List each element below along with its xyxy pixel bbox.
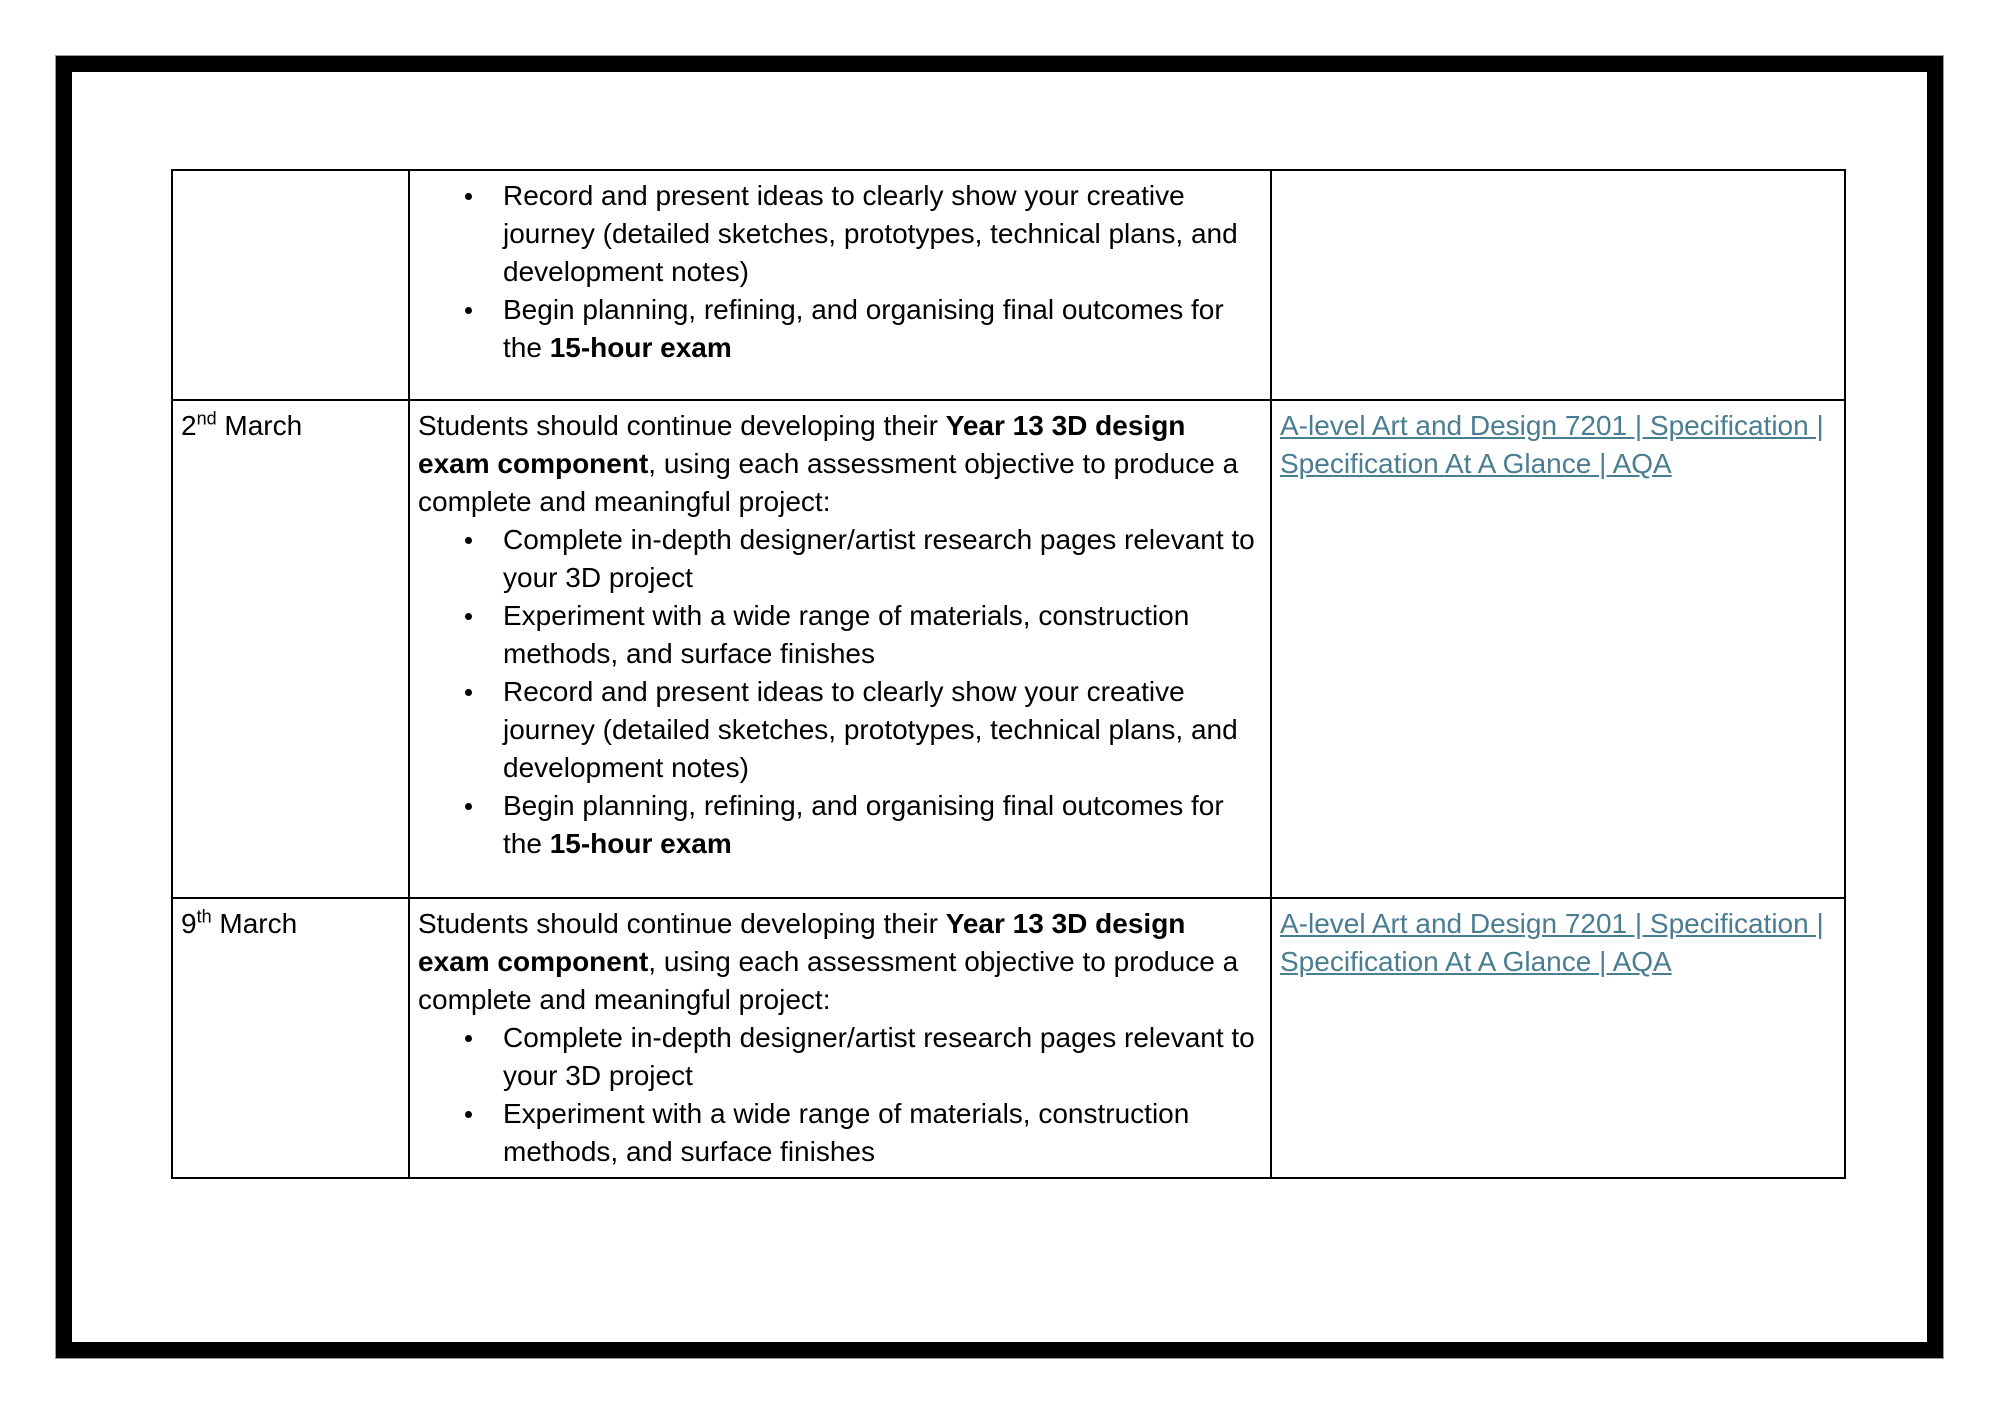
- aqa-specification-link[interactable]: A-level Art and Design 7201 | Specification | Specification At A Glance | AQA: [1280, 410, 1824, 479]
- list-item: [418, 1095, 1260, 1171]
- bullet-text: Experiment with a wide range of materials, construction methods, and surface finishes: [503, 1098, 1190, 1167]
- link-cell-empty: [1271, 170, 1845, 400]
- bullet-text: Begin planning, refining, and organising final outcomes for the: [503, 790, 1224, 859]
- bullet-text: Record and present ideas to clearly show your creative journey (detailed sketches, prototypes, technical plans, and development notes): [503, 180, 1238, 287]
- date-ordinal-suffix: nd: [196, 408, 217, 429]
- list-item: [418, 177, 1260, 291]
- date-cell: [172, 898, 409, 1178]
- table-row: [172, 898, 1845, 1178]
- date-month: March: [216, 410, 303, 441]
- date-day: 9: [181, 908, 197, 939]
- list-item: [418, 1019, 1260, 1095]
- bullet-text: Experiment with a wide range of materials, construction methods, and surface finishes: [503, 600, 1190, 669]
- date-cell: [172, 400, 409, 898]
- description-cell: [409, 170, 1271, 400]
- schedule-table-container: [171, 169, 1846, 1179]
- aqa-specification-link[interactable]: A-level Art and Design 7201 | Specification | Specification At A Glance | AQA: [1280, 908, 1824, 977]
- intro-text: Students should continue developing their: [418, 410, 946, 441]
- bullet-text: Complete in-depth designer/artist research pages relevant to your 3D project: [503, 524, 1255, 593]
- intro-text: Students should continue developing their: [418, 908, 946, 939]
- list-item: [418, 673, 1260, 787]
- bullet-text: Begin planning, refining, and organising final outcomes for the: [503, 294, 1224, 363]
- date-ordinal-suffix: th: [196, 906, 212, 927]
- intro-paragraph: [418, 905, 1260, 1019]
- link-cell: [1271, 400, 1845, 898]
- bullet-text: Record and present ideas to clearly show your creative journey (detailed sketches, prototypes, technical plans, and development notes): [503, 676, 1238, 783]
- task-list: [418, 521, 1260, 863]
- description-cell: [409, 400, 1271, 898]
- table-row: [172, 400, 1845, 898]
- link-cell: [1271, 898, 1845, 1178]
- task-list: [418, 177, 1260, 367]
- list-item: [418, 291, 1260, 367]
- date-cell-empty: [172, 170, 409, 400]
- list-item: [418, 521, 1260, 597]
- intro-bold-text: Year 13 3D design exam component: [418, 410, 1186, 479]
- intro-paragraph: [418, 407, 1260, 521]
- list-item: [418, 787, 1260, 863]
- task-list: [418, 1019, 1260, 1171]
- intro-bold-text: Year 13 3D design exam component: [418, 908, 1186, 977]
- date-day: 2: [181, 410, 197, 441]
- date-month: March: [211, 908, 298, 939]
- table-row: [172, 170, 1845, 400]
- bullet-text: Complete in-depth designer/artist research pages relevant to your 3D project: [503, 1022, 1255, 1091]
- schedule-table: [171, 169, 1846, 1179]
- intro-text: , using each assessment objective to produce a complete and meaningful project:: [418, 946, 1239, 1015]
- intro-text: , using each assessment objective to produce a complete and meaningful project:: [418, 448, 1239, 517]
- bullet-bold-text: 15-hour exam: [549, 332, 732, 363]
- bullet-bold-text: 15-hour exam: [549, 828, 732, 859]
- description-cell: [409, 898, 1271, 1178]
- list-item: [418, 597, 1260, 673]
